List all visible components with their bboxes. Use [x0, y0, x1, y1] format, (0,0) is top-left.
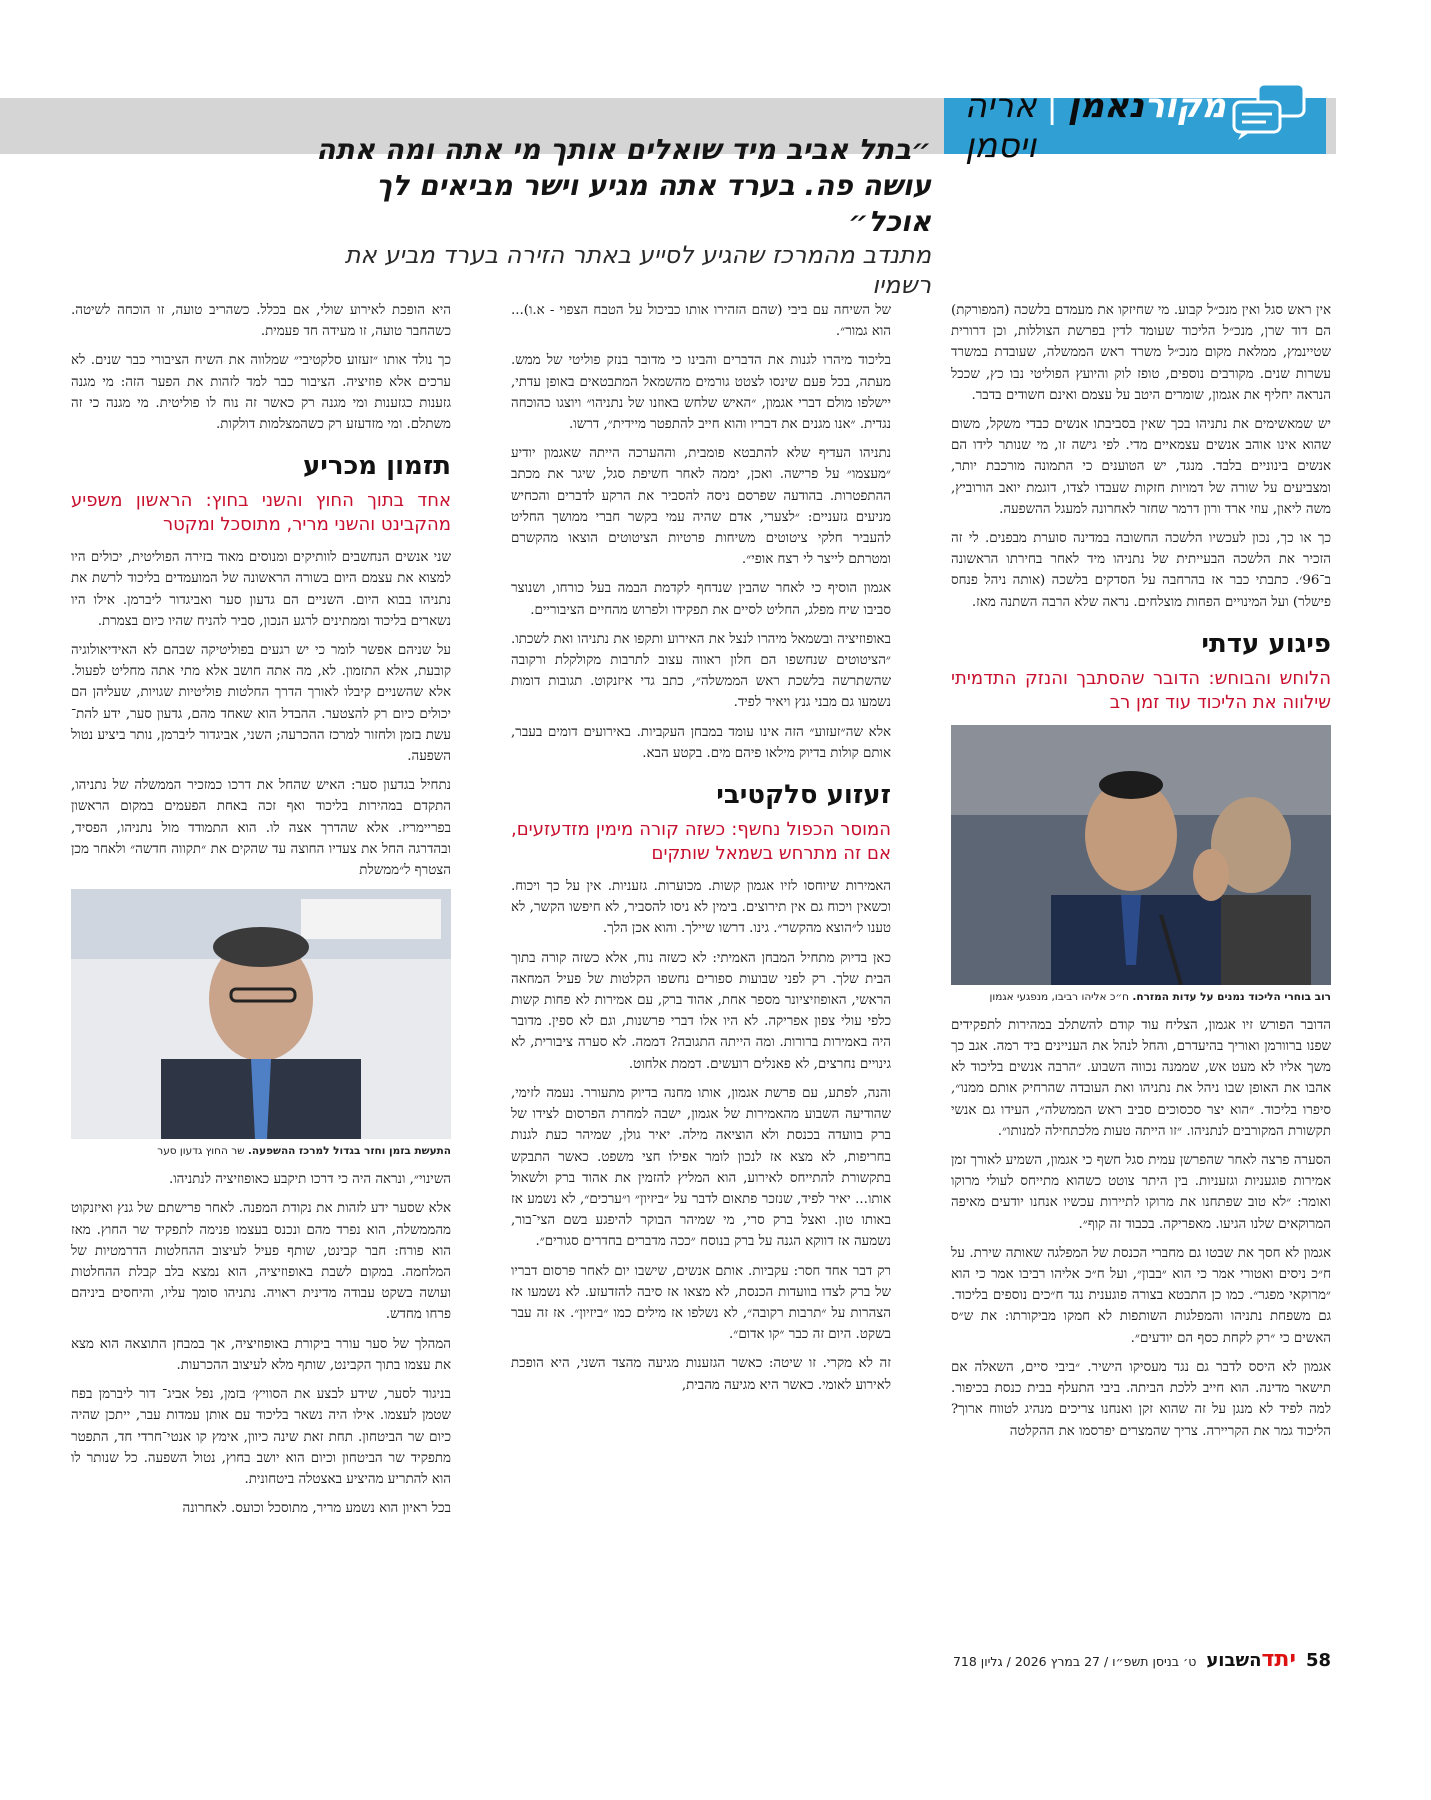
article-column-3 [71, 300, 451, 1527]
paragraph: אגמון לא היסס לדבר גם נגד מעסיקו הישיר. ״ביבי סיים, השאלה אם תישאר מדינה. הוא חייב ללכת הביתה. ביבי התעלף בבית כנסת בכיפור. למה לפיד לא מנגן על זה שהוא זקן ואנחנו צריכים מנהיג לטווח ארוך? הליכוד גמר את הקריירה. צריך שהמצרים יפרסמו את ההקלטה [951, 1359, 1331, 1439]
publication-logo: יתדהשבוע [1206, 1647, 1296, 1672]
paragraph: בליכוד מיהרו לגנות את הדברים והבינו כי מדובר בנזק פוליטי של ממש. מעתה, בכל פעם שינסו לצטט גורמים מהשמאל המתבטאים באופן עדתי, יישלפו מולם דברי אגמון, ״האיש שלחש באוזנו של נתניהו״ ויוצגו כהוכחה נגדית. ״אנו מגנים את דבריו והוא חייב להתפטר מיידית״, דרשו. [511, 353, 891, 433]
paragraph: על שניהם אפשר לומר כי יש רגעים בפוליטיקה שבהם לא האידיאולוגיה קובעת, אלא התזמון. לא, מה אתה חושב אלא מתי אתה מחליט לפעול. אלא שהשניים קיבלו לאורך הדרך החלטות פוליטיות שגויות, שעליהן הם יכולים כיום רק להצטער. ההבדל הוא שאחד מהם, גדעון סער, ידע להת־ עשת בזמן ולחזור למרכז ההכרעה; השני, אביגדור ליברמן, נותר ביציע נטול השפעה. [71, 643, 451, 765]
article-column-1 [951, 300, 1331, 1450]
paragraph: יש שמאשימים את נתניהו בכך שאין בסביבתו אנשים כבדי משקל, משום שהוא אינו אוהב אנשים עצמאיים מדי. לפי גישה זו, מי שנותר לידו הם אנשים בינוניים בלבד. מנגד, יש הטוענים כי התמונה מורכבת יותר, ומצביעים על שורה של דמויות חזקות שעבדו לצדו, דוגמת יואב הורוביץ, משה ליאון, עוזי ארד ורון דרמר שחזר לאחרונה למעגל ההשפעה. [951, 417, 1331, 517]
paragraph: אלא שה״זעזוע״ הזה אינו עומד במבחן העקביות. באירועים דומים בעבר, אותם קולות בדיוק מילאו פיהם מים. בקטע הבא. [511, 724, 891, 761]
paragraph: נתחיל בגדעון סער: האיש שהחל את דרכו כמזכיר הממשלה של נתניהו, התקדם במהירות בליכוד ואף זכה באחת הפעמים במקום הראשון בפריימריז. אלא שהדרך אצה לו. הוא התמודד מול נתניהו, הפסיד, ובהדרגה החל את צעדיו החוצה עד שהקים את ״תקווה חדשה״ ולאחר מכן הצטרף ל״ממשלת [71, 778, 451, 879]
paragraph: אלא שסער ידע לזהות את נקודת המפנה. לאחר פרישתם של גנץ ואיזנקוט מהממשלה, הוא נפרד מהם ונכנס בעצמו פנימה לתפקיד שר החוץ. מאז הוא פורח: חבר קבינט, שותף פעיל לעיצוב ההחלטות הדרמטיות של המלחמה. במקום לשבת באופוזיציה, הוא נמצא בלב קבלת ההחלטות ועושה בשקט עבודה מדינית ראויה. נתניהו סומך עליו, והיחסים ביניהם פרחו מחדש. [71, 1201, 451, 1323]
pull-quote [311, 132, 931, 300]
photo-knesset-speaker [951, 725, 1331, 985]
author-name: אריה ויסמן [964, 86, 1037, 166]
issue-info: ט׳ בניסן תשפ״ו / 27 במרץ 2026 / גליון 718 [952, 1654, 1197, 1669]
paragraph: שני אנשים הנחשבים לוותיקים ומנוסים מאוד בזירה הפוליטית, יכולים היו למצוא את עצמם היום בשורה הראשונה של המועמדים בליכוד לרשת את נתניהו בבוא היום. השניים הם גדעון סער ואביגדור ליברמן. אילו היו נשארים בליכוד וממתינים לרגע הנכון, סביר להניח שהיו כיום בצמרת. [71, 550, 451, 629]
page-number: 58 [1305, 1650, 1331, 1671]
rubric-title [944, 86, 1226, 166]
paragraph: המהלך של סער עורר ביקורת באופוזיציה, אך במבחן התוצאה הוא מצא את עצמו בתוך הקבינט, שותף מלא לעיצוב ההכרעות. [71, 1336, 451, 1373]
paragraph: האמירות שיוחסו לזיו אגמון קשות. מכוערות. גזעניות. אין על כך ויכוח. וכשאין ויכוח גם אין תירוצים. בימין לא ניסו להסביר, לא חיפשו הקשר, לא טענו ל״הוצא מהקשר״. גינו. דרשו שיילך. והוא אכן הלך. [511, 879, 891, 937]
paragraph: הסערה פרצה לאחר שהפרשן עמית סגל חשף כי אגמון, השמיע לאורך זמן אמירות פוגעניות וגזעניות. בין היתר צוטט כשהוא מתייחס לעולי מרוקו ואומר: ״לא טוב שפתחנו את מרוקו לתיירות עכשיו אנחנו יודעים מאיפה המרוקאים שלנו הגיעו. מאפריקה. בכבוד זה קוף״. [951, 1153, 1331, 1232]
section-subtitle: המוסר הכפול נחשף: כשזה קורה מימין מזדעזעים, אם זה מתרחש בשמאל שותקים [511, 819, 891, 865]
paragraph: והנה, לפתע, עם פרשת אגמון, אותו מחנה בדיוק מתעורר. נעמה לזימי, שהודיעה השבוע מהאמירות של אגמון, ישבה למחרת הפרסום לצידו של ברק בוועדה בכנסת ולא הוציאה מילה. יאיר גולן, שמיהר כעת לגנות בחריפות, לא מצא אז לנכון לומר אפילו חצי משפט. כאשר התבקש בתקשורת להתייחס לאירוע, הוא המליץ להזמין את אהוד ברק ולשאול אותו... יאיר לפיד, שנזכר פתאום לדבר על ״ביזיון״ ו״ערכים״, לא נשמע אז באותו טון. ואצל ברק סרי, מי שמיהר הבוקר להיפגע בשם הצי־בור, נשמעה אז דווקא הגנה על ברק בנוסח ״ככה מדברים בחדרים סגורים״. [511, 1085, 891, 1250]
paragraph: אין ראש סגל ואין מנכ״ל קבוע. מי שחיזקו את מעמדם בלשכה (המפורקת) הם דוד שרן, מנכ״ל הליכוד שעומד לדין בפרשת הצוללות, וכן דרורית שטיינמץ, ממלאת מקום מנכ״ל משרד ראש הממשלה, שעובדת במשרד עשרות שנים. מקורבים נוספים, טופז לוק והיועץ הפוליטי נבו כץ, שככל הנראה יחליף את אגמון, שומרים היטב על עצמם ואינם חשודים בדבר. [951, 303, 1331, 403]
photo-gideon-saar [71, 889, 451, 1139]
pull-quote-attribution: מתנדב מהמרכז שהגיע לסייע באתר הזירה בערד מביע את רשמיו [344, 241, 931, 299]
paragraph: בכל ראיון הוא נשמע מריר, מתוסכל וכועס. לאחרונה [182, 1501, 451, 1517]
paragraph: נתניהו העדיף שלא להתבטא פומבית, וההערכה הייתה שאגמון יודיע ״מעצמו״ על פרישה. ואכן, יממה לאחר חשיפת סגל, שיגר את מכתב ההתפטרות. בהודעה שפרסם ניסה להסביר את הרקע לדברים והכחיש מניעים גזעניים: ״לצערי, אדם שהיה עמי בקשר חברי ממושך החליט להעביר חלקי ציטוטים משיחות פרטיות הציטוטים הוצאו מהקשרם ומטרתם לייצר לי רצח אופי״. [511, 446, 891, 568]
paragraph: באופוזיציה ובשמאל מיהרו לנצל את האירוע ותקפו את נתניהו ואת לשכתו. ״הציטוטים שנחשפו הם חלון ראווה עצוב לתרבות מקולקלת ורקובה שהשתרשה בלשכת ראש הממשלה״, כתב גדי איזנקוט. תגובות דומות נשמעו גם מבני גנץ ויאיר לפיד. [511, 631, 891, 711]
section-title: פיגוע עדתי [1201, 628, 1331, 659]
paragraph: היא הופכת לאירוע שולי, אם בכלל. כשהריב טועה, זו הוכחה לשיטה. כשהחבר טועה, זו מעידה חד פעמית. [71, 303, 451, 340]
paragraph: של השיחה עם ביבי (שהם הזהירו אותו כביכול על הטבח הצפוי - א.ו)... הוא גמור״. [511, 303, 891, 340]
rubric-separator: | [1046, 86, 1058, 126]
paragraph: רק דבר אחד חסר: עקביות. אותם אנשים, שישבו יום לאחר פרסום דבריו של ברק לצדו בוועדות הכנסת, לא מצאו אז סיבה להזדעזע. לא נשמעו אז הצהרות על ״תרבות רקובה״, לא נשלפו אז מילים כמו ״ביזיון״. אז זה עבר בשקט. היום זה כבר ״קו אדום״. [511, 1263, 891, 1343]
paragraph: כך או כך, נכון לעכשיו הלשכה החשובה במדינה סוערת מבפנים. לי זה הזכיר את הלשכה הבעייתית של נתניהו מיד לאחר בחירתו הראשונה ב־96׳. כתבתי כבר אז בהרחבה על הסדקים בלשכה (אותה ניהל פנחס פישלר) ועל המינויים הפחות מוצלחים. נראה שלא הרבה השתנה מאז. [951, 531, 1331, 610]
article-column-2 [511, 300, 891, 1404]
paragraph: בניגוד לסער, שידע לבצע את הסוויץ׳ בזמן, נפל אביג־ דור ליברמן בפח שטמן לעצמו. אילו היה נשאר בליכוד עם אותן עמדות עבר, ייתכן שהיה כיום שר הביטחון. תחת זאת שינה כיוון, אימץ קו אנטי־חרדי חד, התפטר מתפקיד שר הביטחון וכיום הוא יושב בחוץ, נטול השפעה. כל שנותר לו הוא להתריע מהיציע באצטלה ביטחונית. [71, 1387, 451, 1487]
photo-caption: התעשת בזמן וחזר בגדול למרכז ההשפעה. שר החוץ גדעון סער [157, 1145, 451, 1158]
section-title: תזמון מכריע [302, 451, 451, 482]
photo-caption: רוב בוחרי הליכוד נמנים על עדות המזרח. ח״כ אליהו רביבו, מנפגעי אגמון [989, 990, 1331, 1003]
speech-bubbles-icon [1228, 82, 1308, 142]
paragraph: אגמון הוסיף כי לאחר שהבין שנדחף לקדמת הבמה בעל כורחו, ושנוצר סביבו שיח מפלג, החליט לסיים את תפקידו ולפרוש מהחיים הציבוריים. [511, 581, 891, 618]
section-subtitle: הלוחש והבוחש: הדובר שהסתבך והנזק התדמיתי שילווה את הליכוד עוד זמן רב [951, 667, 1331, 713]
paragraph: כך נולד אותו ״זעזוע סלקטיבי״ שמלווה את השיח הציבורי כבר שנים. לא ערכים אלא פוזיציה. הציבור כבר למד לזהות את הפער הזה: מי מגנה גזענות כגזענות ומי מגנה רק כאשר זה נוח לו פוליטית. מי מגנה כי זה משתלם. ומי מזדעזע רק כשהמצלמות דולקות. [71, 353, 451, 433]
paragraph: אגמון לא חסך את שבטו גם מחברי הכנסת של המפלגה שאותה שירת. על ח״כ ניסים ואטורי אמר כי הוא ״בבון״, ועל ח״כ אליהו רביבו אמר כי הוא ״מרוקאי מפגר״. כמו כן התבטא בצורה פוגענית נגד ח״כים נוספים בליכוד. גם משפחת נתניהו והמפלגות השותפות לא חמקו מביקורתו: את ש״ס האשים כי ״רק לקחת כסף הם יודעים״. [951, 1245, 1331, 1346]
column-rubric [944, 86, 1326, 166]
paragraph: הדובר הפורש זיו אגמון, הצליח עוד קודם להשתלב במהירות לתפקידים שפנו ברוורמן ואוריך בהיעדרם, והחל לנהל את העניינים ביד רמה. אגב כך משך אליו לא מעט אש, שממנה נכווה השבוע. ״הרבה אנשים בליכוד לא אהבו את האופן שבו ניהל את נתניהו ואת העובדה שהרחיק אותם ממנו״, סיפרו בליכוד. ״הוא יצר סכסוכים סביב ראש הממשלה״, העידו גם אנשי תקשורת המקורבים לנתניהו. ״זו הייתה טעות מלכתחילה למנותו״. [951, 1017, 1331, 1139]
section-title: זעזוע סלקטיבי [716, 780, 891, 811]
paragraph: השינוי״, ונראה היה כי דרכו תיקבע כאופוזיציה לנתניהו. [168, 1172, 451, 1188]
page-footer [953, 1647, 1331, 1672]
section-subtitle: אחד בתוך החוץ והשני בחוץ: הראשון משפיע מהקבינט והשני מריר, מתוסכל ומקטר [71, 490, 451, 536]
paragraph: זה לא מקרי. זו שיטה: כאשר הגזענות מגיעה מהצד השני, היא הופכת לאירוע לאומי. כאשר היא מגיעה מהבית, [511, 1356, 891, 1393]
pull-quote-text: ״בתל אביב מיד שואלים אותך מי אתה ומה אתה עושה פה. בערד אתה מגיע וישר מביאים לך אוכל״ [316, 133, 931, 238]
rubric-source: מקורנאמן [1067, 86, 1226, 126]
paragraph: כאן בדיוק מתחיל המבחן האמיתי: לא כשזה נוח, אלא כשזה קורה בתוך הבית שלך. רק לפני שבועות ספורים נחשפו הקלטות של פעיל המחאה הראשי, האופוזיציונר מספר אחת, אהוד ברק, עם אמירות לא פחות קשות כלפי עולי צפון אפריקה. לא היו אלו דברי פרשנות, וגם לא ספין. מדובר היה באמירות ברורות. ומה הייתה התגובה? דממה. לא סערה ציבורית, לא גינויים נחרצים, לא פאנלים רועשים. דממת אלחוט. [511, 950, 891, 1072]
